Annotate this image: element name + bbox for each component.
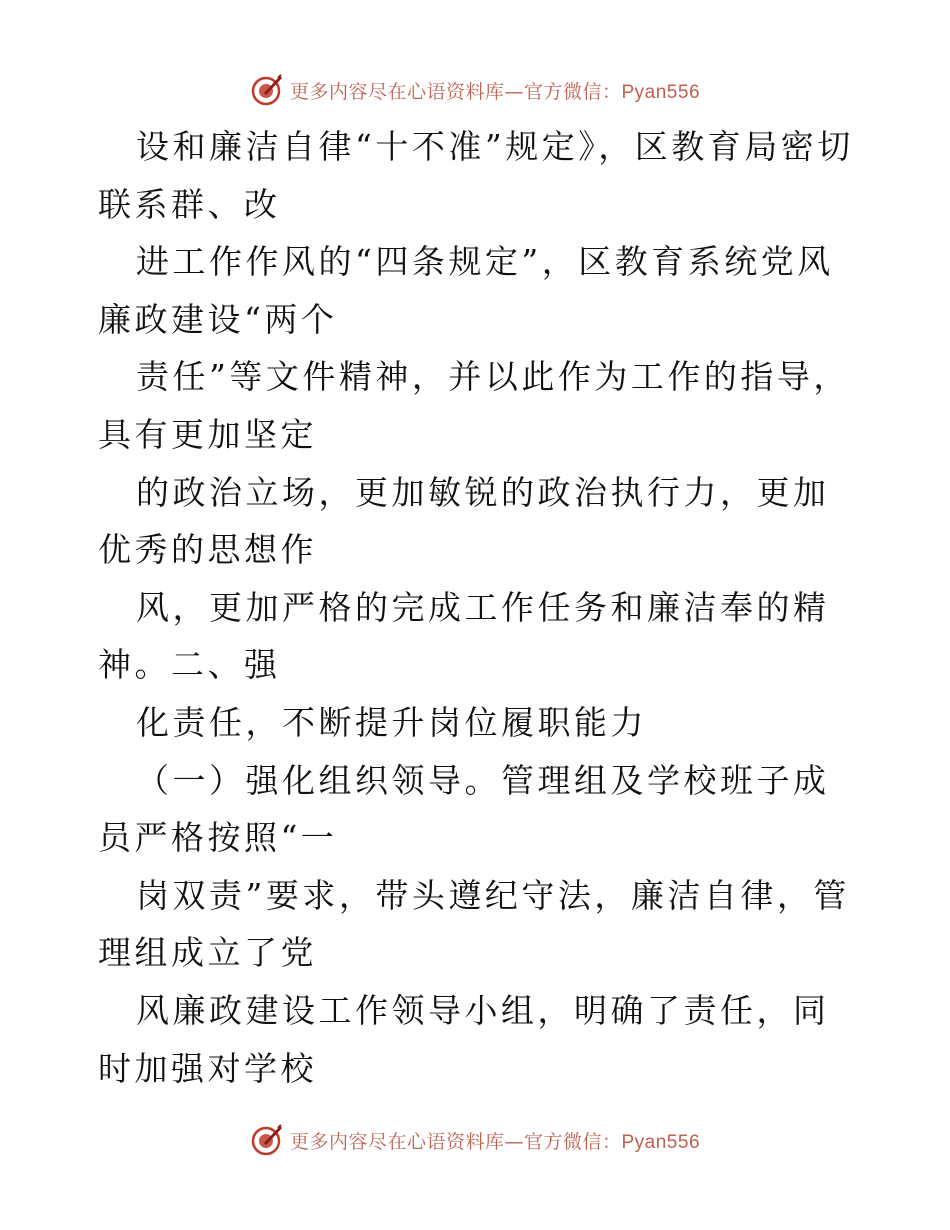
watermark-wechat-id: Pyan556: [621, 1131, 701, 1153]
paragraph-6: 化责任，不断提升岗位履职能力: [136, 702, 647, 742]
quill-logo-icon: [250, 1123, 284, 1157]
watermark-wechat-id: Pyan556: [621, 81, 701, 103]
paragraph-1: 设和廉洁自律“十不准”规定》，区教育局密切联系群、改: [98, 127, 854, 224]
paragraph-4: 的政治立场，更加敏锐的政治执行力，更加优秀的思想作: [98, 472, 830, 570]
paragraph-3: 责任”等文件精神，并以此作为工作的指导，具有更加坚定: [98, 357, 850, 454]
paragraph-2: 进工作作风的“四条规定”，区教育系统党风廉政建设“两个: [98, 242, 834, 339]
watermark-group: [250, 73, 700, 107]
footer-watermark: [0, 1120, 950, 1160]
document-body: [98, 118, 858, 1097]
watermark-text: 更多内容尽在心语资料库—官方微信：: [289, 80, 622, 103]
header-watermark: [0, 70, 950, 110]
watermark-group: [250, 1123, 700, 1157]
paragraph-7: （一）强化组织领导。管理组及学校班子成员严格按照“一: [98, 760, 830, 858]
paragraph-8: 岗双责”要求，带头遵纪守法，廉洁自律，管理组成立了党: [98, 875, 850, 973]
paragraph-9: 风廉政建设工作领导小组，明确了责任，同时加强对学校: [98, 990, 830, 1088]
paragraph-5: 风，更加严格的完成工作任务和廉洁奉的精神。二、强: [98, 587, 830, 685]
quill-logo-icon: [250, 73, 284, 107]
watermark-text: 更多内容尽在心语资料库—官方微信：: [289, 1130, 622, 1153]
